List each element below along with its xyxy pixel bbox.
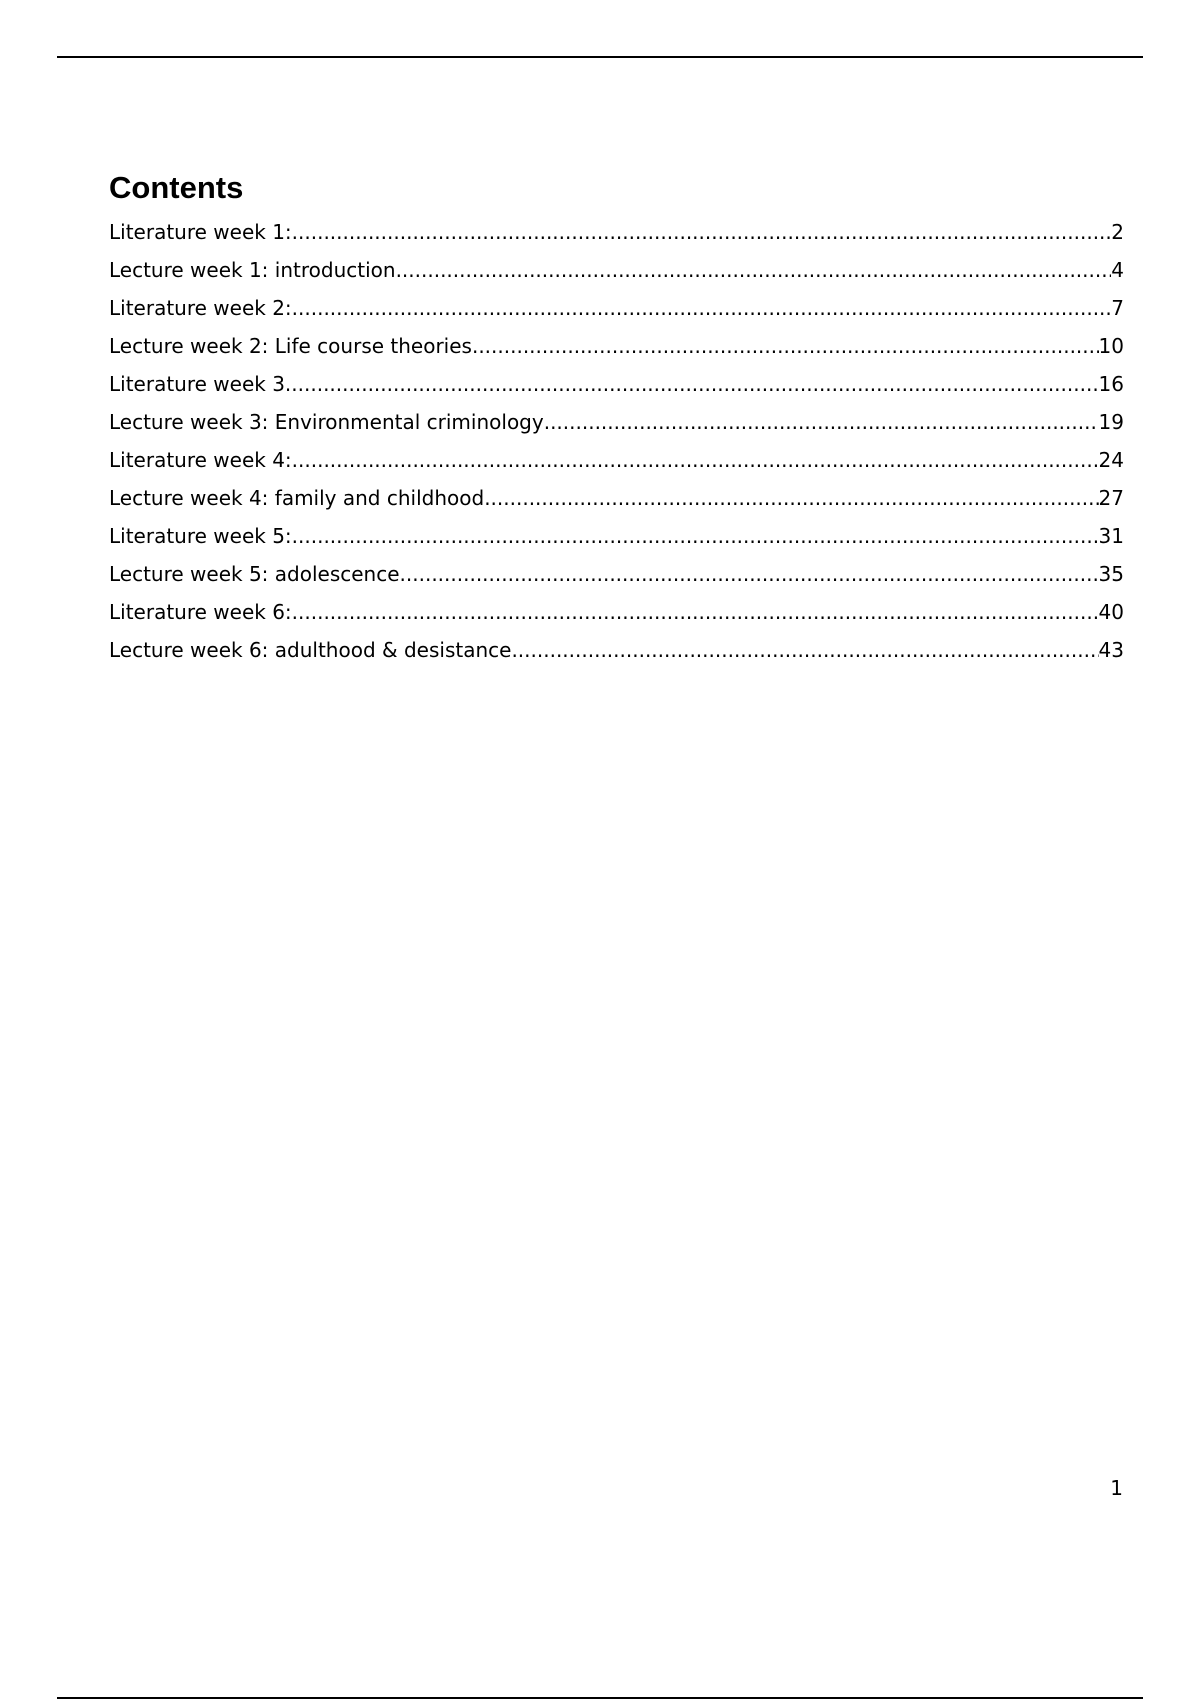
toc-entry-title: Literature week 2:	[109, 296, 292, 320]
toc-entry-title: Literature week 1:	[109, 220, 292, 244]
toc-entry-title: Literature week 3	[109, 372, 285, 396]
table-of-contents	[109, 168, 1124, 669]
toc-entry-page: 24	[1098, 448, 1124, 472]
toc-dot-leader	[285, 365, 1099, 403]
toc-entry-title: Lecture week 1: introduction	[109, 258, 396, 282]
toc-entry[interactable]	[109, 631, 1124, 669]
toc-entry[interactable]	[109, 251, 1124, 289]
toc-entry-title: Literature week 4:	[109, 448, 292, 472]
toc-dot-leader	[544, 403, 1099, 441]
toc-dot-leader	[400, 555, 1099, 593]
toc-entry-page: 35	[1098, 562, 1124, 586]
toc-entry[interactable]	[109, 441, 1124, 479]
toc-entry[interactable]	[109, 213, 1124, 251]
toc-entry[interactable]	[109, 365, 1124, 403]
toc-entry-page: 27	[1098, 486, 1124, 510]
toc-dot-leader	[511, 631, 1098, 669]
toc-entry-title: Lecture week 3: Environmental criminology	[109, 410, 544, 434]
toc-dot-leader	[396, 251, 1112, 289]
toc-entry-page: 7	[1111, 296, 1124, 320]
toc-dot-leader	[292, 593, 1099, 631]
toc-entry-page: 4	[1111, 258, 1124, 282]
toc-entry-title: Literature week 6:	[109, 600, 292, 624]
toc-entry[interactable]	[109, 403, 1124, 441]
toc-dot-leader	[292, 213, 1112, 251]
toc-entry[interactable]	[109, 517, 1124, 555]
toc-entry[interactable]	[109, 289, 1124, 327]
toc-dot-leader	[292, 441, 1099, 479]
toc-dot-leader	[472, 327, 1099, 365]
toc-dot-leader	[292, 289, 1112, 327]
contents-heading: Contents	[109, 170, 244, 205]
toc-dot-leader	[484, 479, 1098, 517]
page-number: 1	[1110, 1476, 1123, 1500]
toc-entry[interactable]	[109, 555, 1124, 593]
toc-entry-page: 19	[1098, 410, 1124, 434]
toc-entry-title: Lecture week 4: family and childhood	[109, 486, 485, 510]
toc-dot-leader	[292, 517, 1099, 555]
toc-entry-title: Lecture week 2: Life course theories	[109, 334, 472, 358]
toc-entry-page: 2	[1111, 220, 1124, 244]
toc-entry[interactable]	[109, 327, 1124, 365]
toc-entry-page: 16	[1098, 372, 1124, 396]
toc-entry-page: 40	[1098, 600, 1124, 624]
toc-entry-page: 43	[1098, 638, 1124, 662]
toc-entry-title: Lecture week 5: adolescence	[109, 562, 400, 586]
toc-entry-page: 31	[1098, 524, 1124, 548]
toc-entry[interactable]	[109, 479, 1124, 517]
footer-rule	[57, 1697, 1143, 1699]
toc-entry-title: Literature week 5:	[109, 524, 292, 548]
toc-entry-title: Lecture week 6: adulthood & desistance	[109, 638, 512, 662]
header-rule	[57, 56, 1143, 58]
toc-list	[109, 213, 1124, 669]
toc-entry[interactable]	[109, 593, 1124, 631]
toc-entry-page: 10	[1098, 334, 1124, 358]
